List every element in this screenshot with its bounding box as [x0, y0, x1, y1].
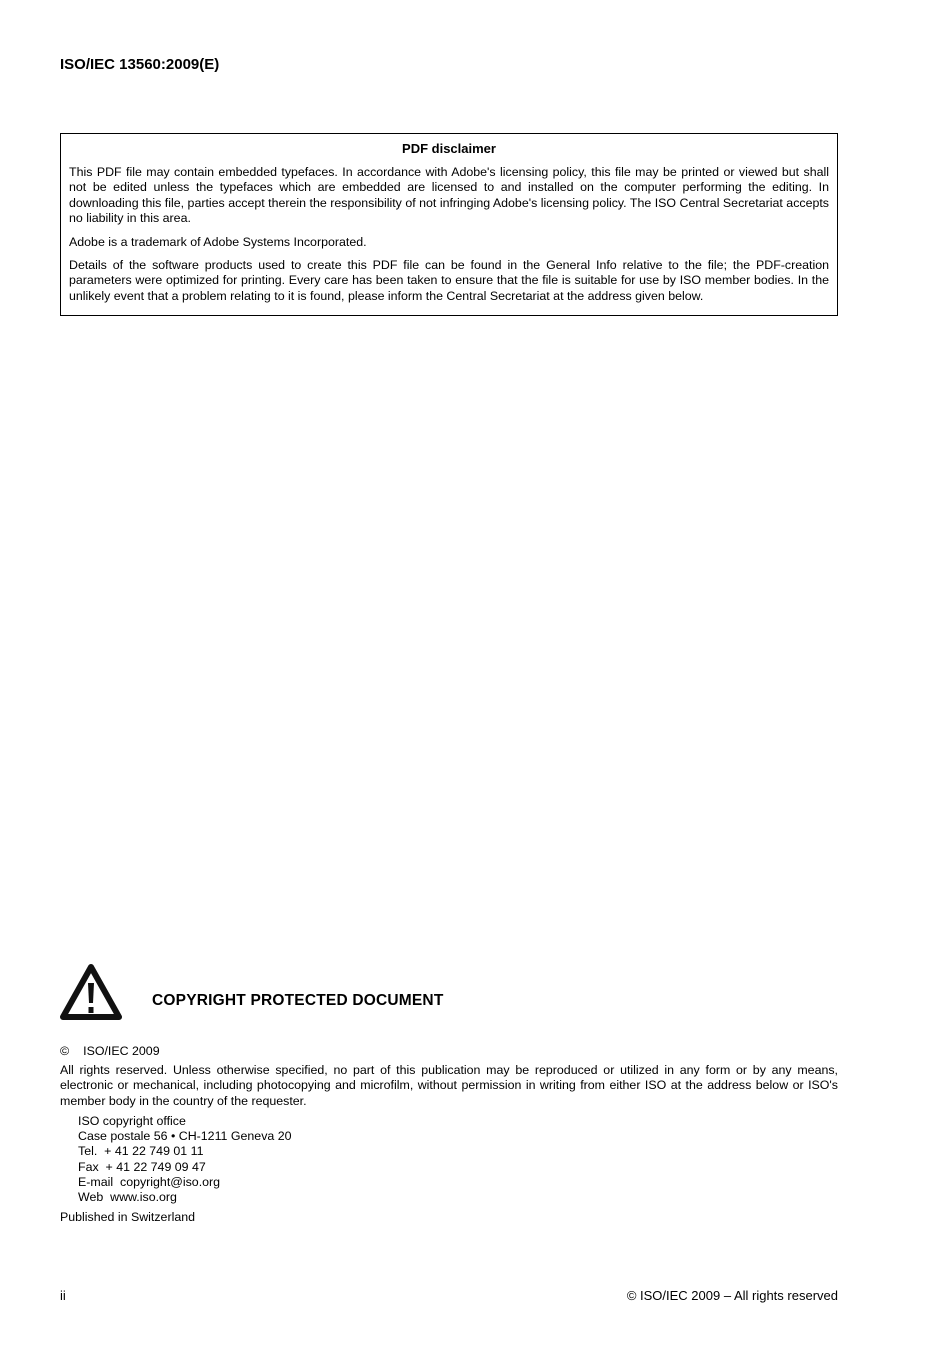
- footer-copyright-notice: © ISO/IEC 2009 – All rights reserved: [626, 1288, 838, 1303]
- address-line-postal: Case postale 56 • CH-1211 Geneva 20: [78, 1129, 292, 1144]
- disclaimer-title: PDF disclaimer: [402, 141, 496, 156]
- document-title-header: ISO/IEC 13560:2009(E): [60, 56, 220, 73]
- copyright-protected-section: [60, 963, 444, 1021]
- copyright-protected-heading: COPYRIGHT PROTECTED DOCUMENT: [152, 992, 444, 1009]
- disclaimer-paragraph-3: Details of the software products used to create this PDF file can be found in the General Info relative to the file; the PDF-creation parameters were optimized for printing. Every care has been taken to ensure that the file is suitable for use by ISO member bodies. In the unlikely event that a problem relating to it is found, please inform the Central Secretariat at the address given below.: [69, 258, 829, 303]
- address-line-web: Web www.iso.org: [78, 1190, 177, 1205]
- address-line-office: ISO copyright office: [78, 1114, 186, 1128]
- warning-triangle-icon: [60, 963, 122, 1021]
- page-footer: [60, 1288, 838, 1303]
- address-line-tel: Tel. + 41 22 749 01 11: [78, 1144, 204, 1159]
- page-number: ii: [60, 1288, 66, 1303]
- copyright-symbol: ©: [60, 1044, 70, 1058]
- iso-address-block: [78, 1114, 292, 1205]
- pdf-disclaimer-box: [60, 133, 838, 316]
- disclaimer-paragraph-2: Adobe is a trademark of Adobe Systems Incorporated.: [69, 234, 367, 249]
- published-in-switzerland: Published in Switzerland: [60, 1210, 195, 1224]
- address-line-fax: Fax + 41 22 749 09 47: [78, 1159, 206, 1174]
- copyright-year: ISO/IEC 2009: [83, 1044, 160, 1058]
- all-rights-reserved-paragraph: All rights reserved. Unless otherwise specified, no part of this publication may be reproduced or utilized in any form or by any means, electronic or mechanical, including photocopying and microfilm, without permission in writing from either ISO at the address below or ISO's member body in the country of the requester.: [60, 1063, 838, 1108]
- copyright-year-line: [60, 1044, 160, 1058]
- address-line-email: E-mail copyright@iso.org: [78, 1174, 221, 1189]
- disclaimer-paragraph-1: This PDF file may contain embedded typefaces. In accordance with Adobe's licensing policy, this file may be printed or viewed but shall not be edited unless the typefaces which are embedded are licensed to and installed on the computer performing the editing. In downloading this file, parties accept therein the responsibility of not infringing Adobe's licensing policy. The ISO Central Secretariat accepts no liability in this area.: [69, 165, 829, 226]
